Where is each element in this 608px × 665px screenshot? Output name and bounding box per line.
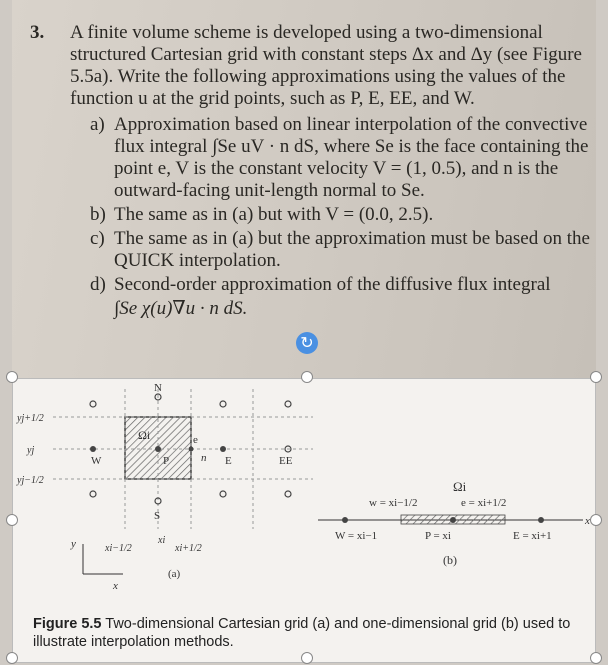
label-y: yj [27,445,35,456]
label-axis-y: y [71,538,76,550]
resize-handle-top-left[interactable] [6,371,18,383]
grid-2d-panel [16,382,313,592]
resize-handle-top-center[interactable] [301,371,313,383]
label-N: N [154,382,162,394]
resize-handle-middle-left[interactable] [6,514,18,526]
grid-1d-panel [318,479,590,567]
label-W: W [91,455,102,467]
label-y-minus: yj−1/2 [17,475,44,486]
face-point-e [189,447,194,452]
label-W-node: W = xi−1 [335,530,378,542]
label-omega-2d: Ωi [138,428,151,442]
label-omega-1d: Ωi [453,479,467,494]
figure-caption [33,615,593,651]
item-d: d) Second-order approximation of the diffusive flux integral [90,274,551,295]
label-x-minus: xi−1/2 [105,543,132,554]
item-a: a) Approximation based on linear interpolation of the convective flux integral ∫Se uV · n dS, where Se is the face containing the point e, V is the constant velocity V = (1, 0.5), and n is the outward-facing unit-length normal to Se. [90,114,589,201]
resize-handle-top-right[interactable] [590,371,602,383]
label-P-node: P = xi [425,530,451,542]
label-n: n [201,452,207,464]
label-x: xi [158,535,166,546]
problem-items [90,114,590,320]
node-W [90,446,96,452]
figure-5-5-diagram [13,379,597,609]
caption-label: Figure 5.5 [33,616,102,632]
label-E: E [225,455,232,467]
figure-photo[interactable] [12,378,596,663]
problem-number: 3. [30,22,45,43]
problem-3 [30,22,590,320]
resize-handle-bottom-left[interactable] [6,652,18,664]
textbook-page-photo [12,0,596,380]
item-c: c) The same as in (a) but the approximation must be based on the QUICK interpolation. [90,228,590,271]
label-EE: EE [279,455,293,467]
label-panel-a: (a) [168,568,181,580]
label-e: e [193,434,198,446]
resize-handle-bottom-center[interactable] [301,652,313,664]
caption-text: Two-dimensional Cartesian grid (a) and one-dimensional grid (b) used to illustrate interpolation methods. [33,616,571,650]
label-x-axis-1d: x [585,515,590,527]
node-E [220,446,226,452]
label-S: S [154,510,161,522]
label-E-node: E = xi+1 [513,530,552,542]
label-e-face: e = xi+1/2 [461,497,507,509]
resize-handle-middle-right[interactable] [590,514,602,526]
resize-handle-bottom-right[interactable] [590,652,602,664]
label-w-face: w = xi−1/2 [369,497,418,509]
label-axis-x: x [113,580,118,592]
problem-stem: A finite volume scheme is developed using a two-dimensional structured Cartesian grid with constant steps Δx and Δy (see Figure 5.5a). Write the following approximations using the values of the function u at the grid points, such as P, E, EE, and W. [70,22,582,109]
item-b: b) The same as in (a) but with V = (0.0, 2.5). [90,204,434,225]
label-x-plus: xi+1/2 [175,543,202,554]
rotate-handle-icon[interactable]: ↻ [296,332,318,354]
node-P [155,446,161,452]
label-P: P [163,455,170,467]
label-y-plus: yj+1/2 [17,413,44,424]
label-panel-b: (b) [443,553,457,567]
diffusive-flux-formula: ∫Se χ(u)∇u · n dS. [114,298,248,319]
